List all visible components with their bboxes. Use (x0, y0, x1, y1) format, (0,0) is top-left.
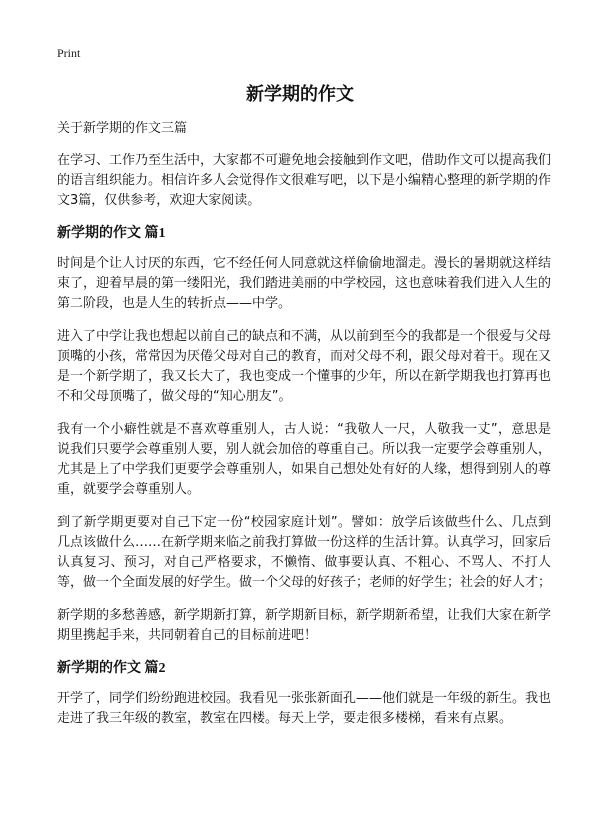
section-1-paragraph-3: 我有一个小癖性就是不喜欢尊重别人，古人说：“我敬人一尺，人敬我一丈”，意思是说我们只要学会尊重别人要，别人就会加倍的尊重自己。所以我一定要学会尊重别人，尤其是上了中学我们更要学会尊重别人，如果自己想处处有好的人缘，想得到别人的尊重，就要学会尊重别人。 (57, 422, 552, 497)
print-link[interactable]: Print (57, 46, 81, 60)
intro-paragraph: 在学习、工作乃至生活中，大家都不可避免地会接触到作文吧，借助作文可以提高我们的语言组织能力。相信许多人会觉得作文很难写吧，以下是小编精心整理的新学期的作文3篇，仅供参考，欢迎大家阅读。 (57, 153, 552, 208)
article-subtitle: 关于新学期的作文三篇 (57, 121, 188, 136)
page-title: 新学期的作文 (246, 84, 354, 105)
section-1-paragraph-2: 进入了中学让我也想起以前自己的缺点和不满，从以前到至今的我都是一个很爱与父母顶嘴的小孩，常常因为厌倦父母对自己的教育，而对父母不利，跟父母对着干。现在又是一个新学期了，我又长大了，我也变成一个懂事的少年，所以在新学期我也打算再也不和父母顶嘴了，做父母的“知心朋友”。 (57, 329, 552, 404)
section-1-paragraph-5: 新学期的多愁善感，新学期新打算，新学期新目标，新学期新希望，让我们大家在新学期里携起手来，共同朝着自己的目标前进吧！ (57, 608, 552, 643)
section-2-paragraph-1: 开学了，同学们纷纷跑进校园。我看见一张张新面孔——他们就是一年级的新生。我也走进了我三年级的教室，教室在四楼。每天上学，要走很多楼梯，看来有点累。 (57, 691, 552, 726)
section-heading-1: 新学期的作文 篇1 (57, 226, 166, 241)
section-heading-2: 新学期的作文 篇2 (57, 661, 166, 676)
section-1-paragraph-1: 时间是个让人讨厌的东西，它不经任何人同意就这样偷偷地溜走。漫长的暑期就这样结束了，迎着早晨的第一缕阳光，我们踏进美丽的中学校园，这也意味着我们进入人生的第二阶段，也是人生的转折点——中学。 (57, 256, 552, 311)
article-body (57, 119, 551, 742)
section-1-paragraph-4: 到了新学期更要对自己下定一份“校园家庭计划”。譬如：放学后该做些什么、几点到几点该做什么……在新学期来临之前我打算做一份这样的生活计算。认真学习，回家后认真复习、预习，对自己严格要求，不懒惰、做事要认真、不粗心、不骂人、不打人等，做一个全面发展的好学生。做一个父母的好孩子；老师的好学生；社会的好人才； (57, 515, 552, 590)
